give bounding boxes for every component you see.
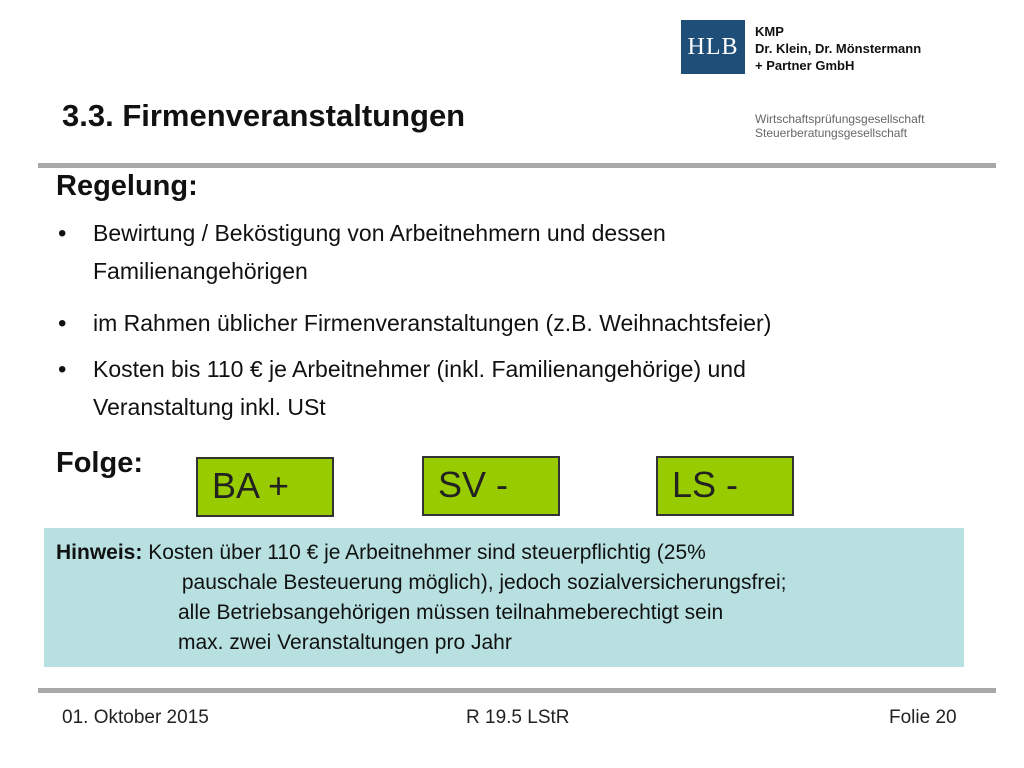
regelung-heading: Regelung: (56, 170, 198, 202)
result-box-ba (196, 457, 334, 517)
hlb-logo (681, 20, 745, 74)
firm-name-line-1: KMP (755, 24, 784, 39)
footer-date: 01. Oktober 2015 (62, 707, 209, 728)
hint-label: Hinweis: (56, 541, 143, 564)
footer-slide-number: Folie 20 (889, 707, 957, 728)
firm-name-line-3: + Partner GmbH (755, 58, 855, 73)
top-divider (38, 163, 996, 168)
bullet-3-line-2: Veranstaltung inkl. USt (93, 394, 326, 420)
bullet-dot-1: • (58, 220, 67, 247)
bullet-dot-2: • (58, 310, 67, 337)
bullet-dot-3: • (58, 356, 67, 383)
result-sv-label: SV - (438, 464, 509, 505)
firm-subtitle-line-1: Wirtschaftsprüfungsgesellschaft (755, 112, 925, 126)
bullet-1 (93, 214, 973, 290)
hint-line-4: max. zwei Veranstaltungen pro Jahr (178, 631, 512, 654)
result-ls-label: LS - (672, 464, 739, 505)
hint-text-1: Kosten über 110 € je Arbeitnehmer sind steuerpflichtig (25% (142, 541, 706, 564)
result-box-sv (422, 456, 560, 516)
hint-box (44, 528, 964, 667)
bullet-2-line-1: im Rahmen üblicher Firmenveranstaltungen (z.B. Weihnachtsfeier) (93, 310, 772, 336)
result-ba-label: BA + (212, 465, 290, 506)
folge-heading: Folge: (56, 447, 143, 479)
firm-subtitle-line-2: Steuerberatungsgesellschaft (755, 126, 908, 140)
bottom-divider (38, 688, 996, 693)
logo-text: HLB (687, 33, 739, 60)
bullet-3 (93, 350, 973, 426)
result-box-ls (656, 456, 794, 516)
slide-title: 3.3. Firmenveranstaltungen (62, 98, 466, 133)
hint-line-2: pauschale Besteuerung möglich), jedoch sozialversicherungsfrei; (176, 571, 787, 594)
bullet-2 (93, 304, 973, 342)
hint-line-3: alle Betriebsangehörigen müssen teilnahmeberechtigt sein (178, 601, 724, 624)
bullet-1-line-2: Familienangehörigen (93, 258, 308, 284)
hint-line-1 (56, 538, 706, 568)
firm-name-line-2: Dr. Klein, Dr. Mönstermann (755, 41, 922, 56)
footer-reference: R 19.5 LStR (466, 707, 570, 728)
bullet-3-line-1: Kosten bis 110 € je Arbeitnehmer (inkl. Familienangehörige) und (93, 356, 746, 382)
bullet-1-line-1: Bewirtung / Beköstigung von Arbeitnehmern und dessen (93, 220, 666, 246)
